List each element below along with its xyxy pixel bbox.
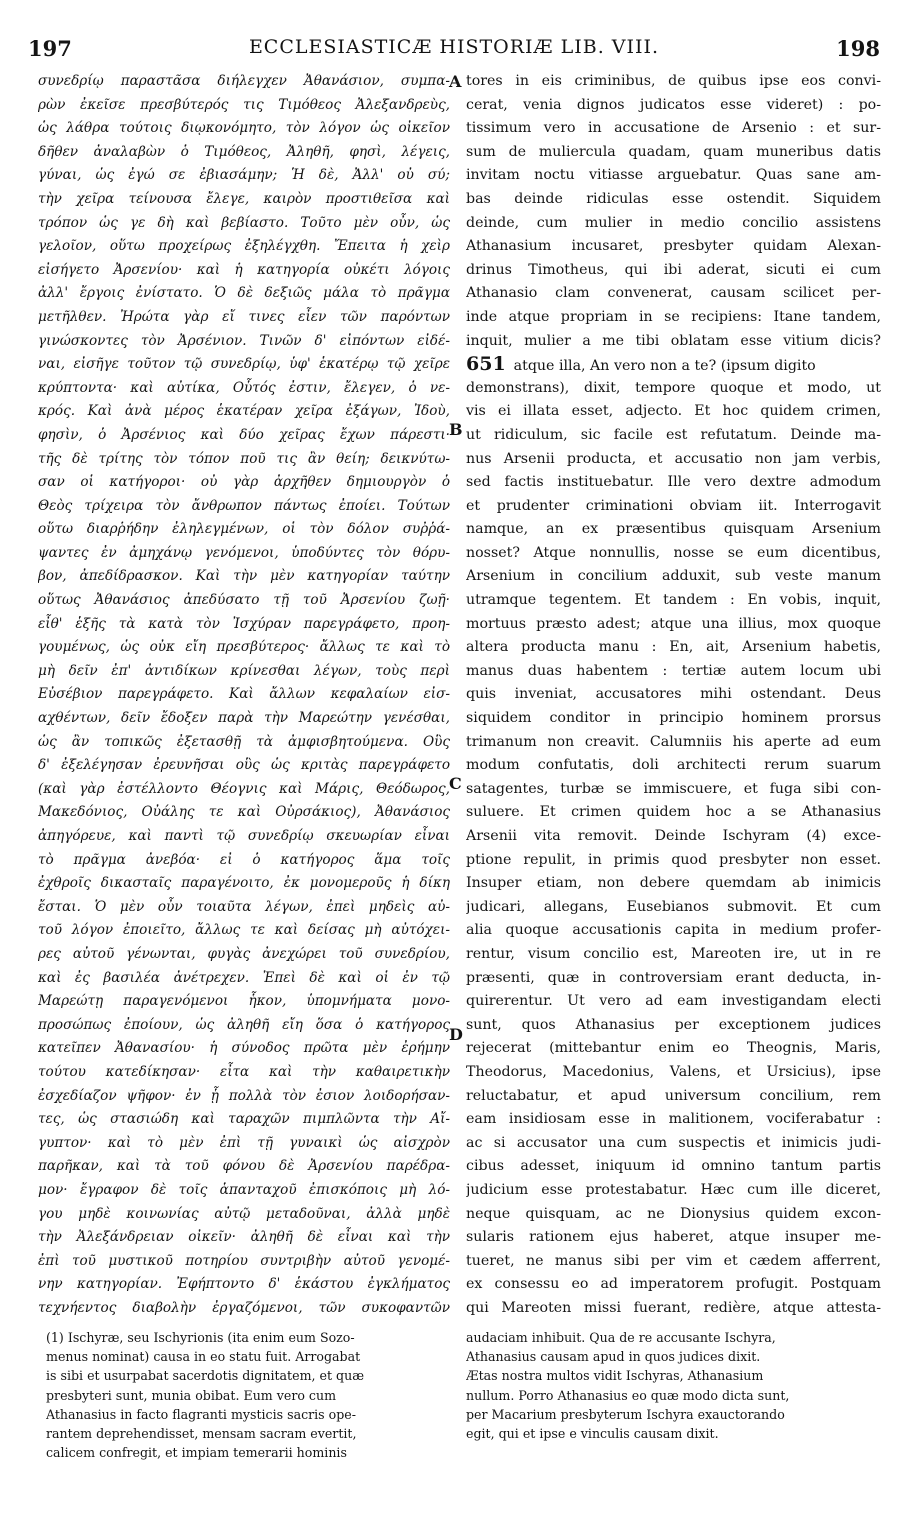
greek-text-line: δ' ἐξελέγησαν ἐρευνῆσαι οὓς ὡς κριτὰς παρεγράφετο — [38, 757, 450, 774]
greek-text-line: τῆς δὲ τρίτης τὸν τόπον ποῦ τις ἂν θείη; δεικνύτω- — [38, 450, 450, 467]
latin-text-line: judicari, allegans, Eusebianos submovit. Et cum — [466, 898, 881, 915]
footnote-line: per Macarium presbyterum Ischyra exauctorando — [466, 1406, 785, 1422]
greek-text-line: κατεῖπεν Ἀθανασίου· ἡ σύνοδος πρῶτα μὲν ἐρήμην — [38, 1040, 450, 1057]
footnote-line: (1) Ischyræ, seu Ischyrionis (ita enim eum Sozo- — [46, 1330, 355, 1345]
latin-text-line: cibus adesset, iniquum id omnino tantum partis — [466, 1158, 881, 1175]
greek-text-line: δῆθεν ἀναλαβὼν ὁ Τιμόθεος, Ἀληθῆ, φησὶ, λέγεις, — [38, 143, 450, 160]
page-number-left: 197 — [28, 36, 72, 61]
greek-text-line: γελοῖον, οὕτω προχείρως ἐξηλέγχθη. Ἔπειτα ἡ χεὶρ — [38, 238, 450, 255]
footnote-line: egit, qui et ipse e vinculis causam dixit. — [466, 1425, 719, 1441]
greek-text-line: ἀπηγόρευε, καὶ παντὶ τῷ συνεδρίῳ σκευωρίαν εἶναι — [38, 828, 450, 844]
greek-text-line: ὡς ἂν τοπικῶς ἐξετασθῇ τὰ ἀμφισβητούμενα. Οὓς — [38, 733, 450, 750]
latin-text-line: Insuper etiam, non debere quemdam ab inimicis — [466, 875, 881, 892]
latin-text-line: sunt, quos Athanasius per exceptionem judices — [466, 1016, 881, 1033]
greek-text-line: γινώσκοντες τὸν Ἀρσένιον. Τινῶν δ' εἰπόντων εἰδέ- — [38, 332, 450, 349]
greek-text-line: βον, ἀπεδίδρασκον. Καὶ τὴν μὲν κατηγορίαν ταύτην — [38, 568, 450, 585]
greek-text-line: προσώπως ἐποίουν, ὡς ἀληθῆ εἴη ὅσα ὁ κατήγορος — [38, 1016, 450, 1033]
latin-text-line: cerat, venia dignos judicatos esse videret) : po- — [466, 96, 881, 113]
greek-text-line: Μακεδόνιος, Οὐάλης τε καὶ Οὐρσάκιος), Ἀθανάσιος — [38, 804, 450, 821]
greek-text-line: Μαρεώτῃ παραγενόμενοι ἧκον, ὑπομνήματα μονο- — [38, 993, 450, 1010]
page-header — [28, 36, 880, 68]
latin-text-line: judicium esse protestabatur. Hæc cum ille diceret, — [466, 1181, 881, 1198]
greek-text-line: ψαντες ἐν ἀμηχάνῳ γενόμενοι, ὑποδύντες τὸν θόρυ- — [38, 544, 450, 561]
greek-text-line: Θεὸς τρίχειρα τὸν ἄνθρωπον πάντως ἐποίει. Τούτων — [38, 497, 450, 514]
greek-column — [38, 70, 450, 1320]
greek-text-line: νην κατηγορίαν. Ἐφήπτοντο δ' ἑκάστου ἐγκλήματος — [38, 1276, 450, 1293]
greek-text-line: κρύπτοντα· καὶ αὐτίκα, Οὗτός ἐστιν, ἔλεγεν, ὁ νε- — [38, 379, 450, 396]
greek-text-line: τὴν Ἀλεξάνδρειαν οἰκεῖν· ἀληθῆ δὲ εἶναι καὶ τὴν — [38, 1229, 450, 1246]
greek-text-line: γύναι, ὡς ἐγώ σε ἐβιασάμην; Ἡ δὲ, Ἀλλ' οὐ σύ; — [38, 167, 450, 184]
footnotes-right — [466, 1328, 878, 1443]
greek-text-line: σαν οἱ κατήγοροι· οὐ γὰρ ἀρχῆθεν δημιουργὸν ὁ — [38, 474, 450, 491]
greek-text-line: γου μηδὲ κοινωνίας αὐτῷ μεταδοῦναι, ἀλλὰ μηδὲ — [38, 1205, 450, 1222]
page-number-right: 198 — [836, 36, 880, 61]
footnote-line: calicem confregit, et impiam temerarii hominis — [46, 1445, 347, 1461]
latin-text-line: altera producta manu : En, ait, Arsenium habetis, — [466, 639, 881, 656]
latin-text-line: ac si accusator una cum suspectis et inimicis judi- — [466, 1134, 881, 1151]
latin-text-line: quirerentur. Ut vero ad eam investigandam electi — [466, 993, 881, 1010]
folio-number: 651 — [466, 353, 506, 376]
greek-text-line: ρὼν ἐκεῖσε πρεσβύτερός τις Τιμόθεος Ἀλεξανδρεὺς, — [38, 96, 450, 113]
latin-text-line: trimanum non creavit. Calumniis his aperte ad eum — [466, 733, 881, 750]
latin-text-line: mortuus præsto adest; atque una illius, mox quoque — [466, 615, 881, 632]
footnote-line: Ætas nostra multos vidit Ischyras, Athanasium — [466, 1368, 764, 1384]
greek-text-line: ἐσχεδίαζον ψῆφον· ἐν ᾗ πολλὰ τὸν ἐσιον λοιδορήσαν- — [38, 1087, 450, 1104]
greek-text-line: τεχνήεντος διαβολὴν ἐργαζόμενοι, τῶν συκοφαντῶν — [38, 1299, 450, 1316]
greek-text-line: μετῆλθεν. Ἠρώτα γὰρ εἴ τινες εἶεν τῶν παρόντων — [38, 308, 450, 325]
greek-text-line: οὕτως Ἀθανάσιος ἀπεδύσατο τῇ τοῦ Ἀρσενίου ζωῇ· — [38, 592, 450, 609]
greek-text-line: ἀλλ' ἔργοις ἐνίστατο. Ὁ δὲ δεξιῶς μάλα τὸ πρᾶγμα — [38, 285, 450, 302]
greek-text-line: τοῦ λόγον ἐποιεῖτο, ἄλλως τε καὶ δείσας μὴ αὐτόχει- — [38, 922, 450, 939]
greek-text-line: εἶθ' ἑξῆς τὰ κατὰ τὸν Ἰσχύραν παρεγράφετο, προη- — [38, 615, 450, 632]
greek-text-line: τὸ πρᾶγμα ἀνεβόα· εἰ ὁ κατήγορος ἅμα τοῖς — [38, 851, 450, 868]
greek-text-line: καὶ ἐς βασιλέα ἀνέτρεχεν. Ἐπεὶ δὲ καὶ οἱ ἐν τῷ — [38, 969, 450, 986]
latin-text-line: tueret, ne manus sibi per vim et cædem afferrent, — [466, 1252, 881, 1269]
latin-text-line: Arsenium in concilium adduxit, sub veste manum — [466, 568, 881, 585]
latin-column — [466, 70, 881, 1320]
latin-text-line: reluctabatur, et apud universum concilium, rem — [466, 1087, 881, 1104]
footnote-line: menus nominat) causa in eo statu fuit. Arrogabat — [46, 1349, 361, 1365]
footnote-line: audaciam inhibuit. Qua de re accusante Ischyra, — [466, 1330, 776, 1345]
latin-text-line: bas deinde ridiculas esse ostendit. Siquidem — [466, 190, 881, 207]
latin-text-line: suluere. Et crimen quidem hoc a se Athanasius — [466, 804, 881, 821]
latin-text-line: quis inveniat, accusatores mihi ostendant. Deus — [466, 686, 881, 703]
latin-text-line: rejecerat (mittebantur enim eo Theognis, Maris, — [466, 1040, 881, 1057]
footnote-line: presbyteri sunt, munia obibat. Eum vero cum — [46, 1387, 337, 1403]
latin-text-line: tissimum vero in accusatione de Arsenio : et sur- — [466, 120, 881, 137]
greek-text-line: ἐπὶ τοῦ μυστικοῦ ποτηρίου συντριβὴν αὐτοῦ γενομέ- — [38, 1252, 450, 1269]
greek-text-line: ἐχθροῖς δικασταῖς παραγένοιτο, ἐκ μονομεροῦς ἡ δίκη — [38, 875, 450, 892]
latin-text-line: ptione repulit, in primis quod presbyter non esset. — [466, 851, 881, 868]
latin-text-line: nus Arsenii producta, et accusatio non jam verbis, — [466, 450, 881, 467]
greek-text-line: τούτου κατεδίκησαν· εἶτα καὶ τὴν καθαιρετικὴν — [38, 1063, 450, 1080]
greek-text-line: Εὐσέβιον παρεγράφετο. Καὶ ἄλλων κεφαλαίων εἰσ- — [38, 686, 450, 703]
latin-text-line: modum confutatis, doli architecti rerum suarum — [466, 757, 881, 774]
latin-text-line: neque quisquam, ac ne Dionysius quidem excon- — [466, 1205, 881, 1222]
latin-text-fragment: atque illa, An vero non a te? (ipsum digito — [513, 358, 816, 375]
greek-text-line: (καὶ γὰρ ἐστέλλοντο Θέογνις καὶ Μάρις, Θεόδωρος, — [38, 780, 450, 797]
margin-letter-a: A — [449, 72, 462, 91]
latin-text-line: ut ridiculum, sic facile est refutatum. Deinde ma- — [466, 426, 881, 443]
greek-text-line: τὴν χεῖρα τείνουσα ἔλεγε, καιρὸν προστιθεῖσα καὶ — [38, 190, 450, 207]
footnote-line: nullum. Porro Athanasius eo quæ modo dicta sunt, — [466, 1387, 790, 1403]
greek-text-line: ὡς λάθρα τούτοις διῳκονόμητο, τὸν λόγον ὡς οἰκεῖον — [38, 120, 450, 137]
latin-text-line: et prudenter criminationi obviam iit. Interrogavit — [466, 497, 881, 514]
greek-text-line: παρῆκαν, καὶ τὰ τοῦ φόνου δὲ Ἀρσενίου παρέδρα- — [38, 1158, 450, 1175]
latin-text-line: vis ei illata esset, adjecto. Et hoc quidem crimen, — [466, 403, 881, 420]
footnote-line: Athanasius causam apud in quos judices dixit. — [466, 1349, 761, 1365]
latin-text-line: tores in eis criminibus, de quibus ipse eos convi- — [466, 73, 881, 89]
greek-text-line: μον· ἔγραφον δὲ τοῖς ἁπανταχοῦ ἐπισκόποις μὴ λό- — [38, 1181, 450, 1198]
greek-text-line: ναι, εἰσῆγε τοῦτον τῷ συνεδρίῳ, ὑφ' ἑκατέρῳ τῷ χεῖρε — [38, 356, 450, 373]
greek-text-line: ἔσται. Ὁ μὲν οὖν τοιαῦτα λέγων, ἐπεὶ μηδεὶς αὐ- — [38, 898, 450, 915]
greek-text-line: συνεδρίῳ παραστᾶσα διήλεγχεν Ἀθανάσιον, συμπα- — [38, 73, 450, 89]
latin-text-line: præsenti, quæ in controversiam erant deducta, in- — [466, 969, 881, 986]
latin-text-line: Athanasio clam convenerat, causam scilicet per- — [466, 285, 881, 302]
greek-text-line: τρόπον ὡς γε δὴ καὶ βεβίαστο. Τοῦτο μὲν οὖν, ὡς — [38, 214, 450, 231]
margin-letter-c: C — [449, 774, 462, 793]
latin-text-line: sed factis instituebatur. Ille vero dextre admodum — [466, 474, 881, 491]
footnote-line: rantem deprehendisset, mensam sacram evertit, — [46, 1425, 357, 1441]
latin-text-line: alia quoque accusationis capita in medium profer- — [466, 922, 881, 939]
latin-text-line: rentur, visum concilio est, Mareoten ire, ut in re — [466, 945, 881, 962]
latin-text-line: Arsenii vita removit. Deinde Ischyram (4) exce- — [466, 828, 881, 844]
greek-text-line: φησὶν, ὁ Ἀρσένιος καὶ δύο χεῖρας ἔχων πάρεστι· — [38, 426, 450, 443]
latin-text-line: invitam noctu vitiasse arguebatur. Quas sane am- — [466, 167, 881, 184]
margin-letter-b: B — [449, 420, 463, 439]
latin-text-line: manus duas habentem : tertiæ autem locum ubi — [466, 662, 881, 679]
latin-text-line — [466, 353, 881, 377]
latin-text-line: inquit, mulier a me tibi oblatam esse vitium dicis? — [466, 332, 881, 349]
greek-text-line: γουμένως, ὡς οὐκ εἴη πρεσβύτερος· ἄλλως τε καὶ τὸ — [38, 639, 450, 656]
latin-text-line: nosset? Atque nonnullis, nosse se eum dicentibus, — [466, 544, 881, 561]
greek-text-line: οὕτω διαρῥήδην ἐληλεγμένων, οἱ τὸν δόλον συῤῥά- — [38, 521, 450, 538]
margin-letter-d: D — [449, 1025, 463, 1044]
greek-text-line: ρες αὐτοῦ γένωνται, φυγὰς ἀνεχώρει τοῦ συνεδρίου, — [38, 945, 450, 962]
latin-text-line: Theodorus, Macedonius, Valens, et Ursicius), ipse — [466, 1063, 881, 1080]
latin-text-line: eam insidiosam esse in malitionem, vociferabatur : — [466, 1111, 881, 1128]
latin-text-line: sum de muliercula quadam, quam muneribus datis — [466, 143, 881, 160]
latin-text-line: deinde, cum mulier in medio concilio assistens — [466, 214, 881, 231]
latin-text-line: satagentes, turbæ se immiscuere, et fuga sibi con- — [466, 780, 881, 797]
latin-text-line: utramque tegentem. Et tandem : En vobis, inquit, — [466, 592, 881, 609]
greek-text-line: αχθέντων, δεῖν ἔδοξεν παρὰ τὴν Μαρεώτην γενέσθαι, — [38, 710, 450, 727]
greek-text-line: κρός. Καὶ ἀνὰ μέρος ἑκατέραν χεῖρα ἐξάγων, Ἰδοὺ, — [38, 403, 450, 420]
footnote-line: is sibi et usurpabat sacerdotis dignitatem, et quæ — [46, 1368, 365, 1384]
running-title: ECCLESIASTICÆ HISTORIÆ LIB. VIII. — [248, 36, 660, 58]
latin-text-line: qui Mareoten missi fuerant, redière, atque attesta- — [466, 1299, 881, 1316]
greek-text-line: γυπτον· καὶ τὸ μὲν ἐπὶ τῇ γυναικὶ ὡς αἰσχρὸν — [38, 1134, 450, 1151]
greek-text-line: μὴ δεῖν ἐπ' ἀντιδίκων κρίνεσθαι λέγων, τοὺς περὶ — [38, 662, 450, 679]
latin-text-line: drinus Timotheus, qui ibi aderat, sicuti ei cum — [466, 261, 881, 278]
latin-text-line: sularis rationem ejus haberet, atque insuper me- — [466, 1229, 881, 1246]
footnotes-left — [46, 1328, 446, 1462]
footnote-line: Athanasius in facto flagranti mysticis sacris ope- — [46, 1406, 356, 1422]
latin-text-line: namque, an ex præsentibus quisquam Arsenium — [466, 521, 881, 538]
greek-text-line: τες, ὡς στασιώδη καὶ ταραχῶν πιμπλῶντα τὴν Αἴ- — [38, 1111, 450, 1128]
latin-text-line: siquidem conditor in principio hominem prorsus — [466, 710, 881, 727]
greek-text-line: εἰσήγετο Ἀρσενίου· καὶ ἡ κατηγορία οὐκέτι λόγοις — [38, 261, 450, 278]
latin-text-line: Athanasium incusaret, presbyter quidam Alexan- — [466, 238, 881, 255]
latin-text-line: ex consessu eo ad imperatorem profugit. Postquam — [466, 1276, 881, 1293]
latin-text-line: demonstrans), dixit, tempore quoque et modo, ut — [466, 379, 881, 396]
latin-text-line: inde atque propriam in se recipiens: Itane tandem, — [466, 308, 881, 325]
